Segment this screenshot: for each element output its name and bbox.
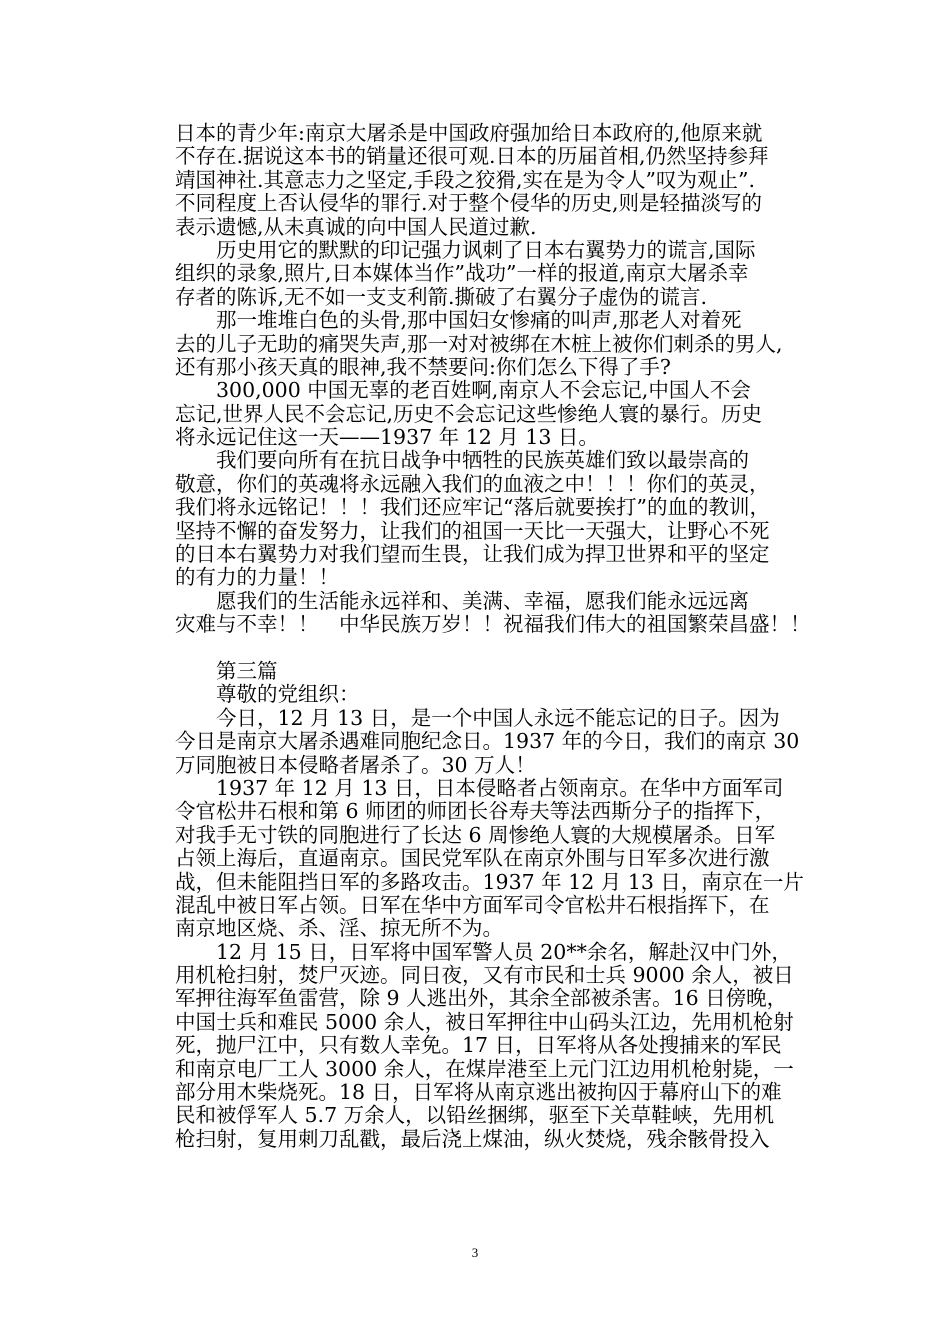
text-line: 300,000 中国无辜的老百姓啊,南京人不会忘记,中国人不会 — [175, 378, 751, 403]
text-line: 部分用木柴烧死。18 日，日军将从南京逃出被拘囚于幕府山下的难 — [175, 1080, 782, 1105]
text-line: 军押往海军鱼雷营，除 9 人逃出外，其余全部被杀害。16 日傍晚， — [175, 986, 788, 1011]
text-line: 中国士兵和难民 5000 余人，被日军押往中山码头江边，先用机枪射 — [175, 1009, 794, 1034]
text-line: 忘记,世界人民不会忘记,历史不会忘记这些惨绝人寰的暴行。历史 — [175, 401, 763, 426]
text-line: 混乱中被日军占领。日军在华中方面军司令官松井石根指挥下，在 — [175, 892, 770, 917]
text-line: 表示遗憾,从未真诚的向中国人民道过歉. — [175, 214, 537, 239]
text-line: 我们将永远铭记！！！我们还应牢记“落后就要挨打”的血的教训， — [175, 495, 770, 520]
text-line: 今日，12 月 13 日，是一个中国人永远不能忘记的日子。因为 — [175, 705, 780, 730]
text-line: 历史用它的默默的印记强力讽刺了日本右翼势力的谎言,国际 — [175, 237, 756, 262]
text-line: 用机枪扫射，焚尸灭迹。同日夜，又有市民和士兵 9000 余人，被日 — [175, 963, 794, 988]
text-line: 南京地区烧、杀、淫、掠无所不为。 — [175, 916, 503, 941]
document-body — [175, 122, 827, 1151]
text-line: 还有那小孩天真的眼神,我不禁要问:你们怎么下得了手? — [175, 354, 671, 379]
page-number: 3 — [471, 1245, 479, 1260]
text-line: 去的儿子无助的痛哭失声,那一对对被绑在木桩上被你们刺杀的男人, — [175, 331, 783, 356]
text-line: 日本的青少年:南京大屠杀是中国政府强加给日本政府的,他原来就 — [175, 121, 763, 145]
text-line: 存者的陈诉,无不如一支支利箭.撕破了右翼分子虚伪的谎言. — [175, 284, 708, 309]
text-line: 12 月 15 日，日军将中国军警人员 20**余名，解赴汉中门外， — [175, 939, 792, 964]
text-line: 敬意，你们的英魂将永远融入我们的血液之中！！！你们的英灵， — [175, 471, 770, 496]
text-line: 令官松井石根和第 6 师团的师团长谷寿夫等法西斯分子的指挥下， — [175, 799, 776, 824]
text-line: 不同程度上否认侵华的罪行.对于整个侵华的历史,则是轻描淡写的 — [175, 191, 763, 216]
text-line: 灾难与不幸！！ 中华民族万岁！！祝福我们伟大的祖国繁荣昌盛！！ — [175, 612, 811, 637]
text-line: 1937 年 12 月 13 日，日本侵略者占领南京。在华中方面军司 — [175, 775, 784, 800]
text-line: 的日本右翼势力对我们望而生畏，让我们成为捍卫世界和平的坚定 — [175, 542, 770, 567]
text-line: 愿我们的生活能永远祥和、美满、幸福，愿我们能永远远离 — [175, 588, 749, 613]
text-line: 对我手无寸铁的同胞进行了长达 6 周惨绝人寰的大规模屠杀。日军 — [175, 822, 776, 847]
salutation: 尊敬的党组织： — [175, 682, 360, 707]
text-line: 的有力的力量！！ — [175, 565, 339, 590]
text-line: 枪扫射，复用刺刀乱戳，最后浇上煤油，纵火焚烧，残余骸骨投入 — [175, 1126, 770, 1151]
text-line: 民和被俘军人 5.7 万余人，以铅丝捆绑，驱至下关草鞋峡，先用机 — [175, 1103, 775, 1128]
section-heading: 第三篇 — [175, 658, 278, 683]
text-line: 那一堆堆白色的头骨,那中国妇女惨痛的叫声,那老人对着死 — [175, 308, 742, 333]
text-line: 坚持不懈的奋发努力，让我们的祖国一天比一天强大，让野心不死 — [175, 518, 770, 543]
text-line: 今日是南京大屠杀遇难同胞纪念日。1937 年的今日，我们的南京 30 — [175, 729, 800, 754]
text-line: 占领上海后，直逼南京。国民党军队在南京外围与日军多次进行激 — [175, 846, 770, 871]
paragraph-gap — [175, 637, 827, 660]
text-line: 将永远记住这一天——1937 年 12 月 13 日。 — [175, 425, 599, 450]
text-line: 万同胞被日本侵略者屠杀了。30 万人！ — [175, 752, 536, 777]
text-line: 战，但未能阻挡日军的多路攻击。1937 年 12 月 13 日，南京在一片 — [175, 869, 804, 894]
text-line: 组织的录象,照片,日本媒体当作”战功”一样的报道,南京大屠杀幸 — [175, 261, 749, 286]
text-line: 不存在.据说这本书的销量还很可观.日本的历届首相,仍然坚持参拜 — [175, 144, 769, 169]
text-line: 靖国神社.其意志力之坚定,手段之狡猾,实在是为令人”叹为观止”. — [175, 167, 756, 192]
text-line: 我们要向所有在抗日战争中牺牲的民族英雄们致以最崇高的 — [175, 448, 749, 473]
text-line: 死，抛尸江中，只有数人幸免。17 日，日军将从各处搜捕来的军民 — [175, 1033, 782, 1058]
text-line: 和南京电厂工人 3000 余人，在煤岸港至上元门江边用机枪射毙，一 — [175, 1056, 794, 1081]
